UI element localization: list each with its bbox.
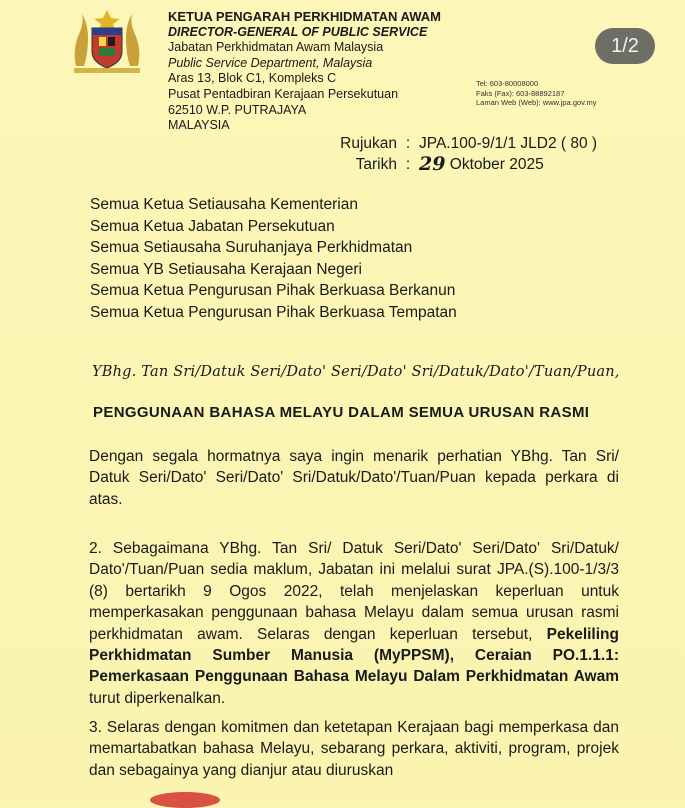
contact-block [476, 79, 596, 108]
paragraph-2-text: 2. Sebagaimana YBhg. Tan Sri/ Datuk Seri/Dato' Seri/Dato' Sri/Datuk/ Dato'/Tuan/Puan sedia maklum, Jabatan ini melalui surat JPA.(S).100-1/3/3 (8) bertarikh 9 Ogos 2022, telah menjelaskan keperluan untuk memperkasakan penggunaan bahasa Melayu dalam semua urusan rasmi perkhidmatan awam. Selaras dengan keperluan tersebut, [89, 540, 619, 643]
reference-block [335, 133, 597, 175]
paragraph-2-tail: turut diperkenalkan. [89, 689, 226, 707]
department-name: Jabatan Perkhidmatan Awam Malaysia [168, 40, 384, 55]
date-label: Tarikh [355, 156, 397, 173]
recipient-item: Semua Ketua Pengurusan Pihak Berkuasa Tempatan [90, 303, 457, 321]
recipient-item: Semua Setiausaha Suruhanjaya Perkhidmatan [90, 239, 413, 257]
date-day-handwritten: 29 [419, 153, 446, 175]
letterhead-title: KETUA PENGARAH PERKHIDMATAN AWAM [168, 9, 441, 24]
recipient-item: Semua Ketua Jabatan Persekutuan [90, 217, 335, 235]
letter-subject: PENGGUNAAN BAHASA MELAYU DALAM SEMUA URUSAN RASMI [93, 404, 590, 421]
paragraph-2 [89, 538, 619, 709]
recipient-item: Semua Ketua Pengurusan Pihak Berkuasa Berkanun [90, 282, 456, 300]
recipient-list [90, 194, 457, 324]
salutation: YBhg. Tan Sri/Datuk Seri/Dato' Seri/Dato' Sri/Datuk/Dato'/Tuan/Puan, [92, 364, 620, 380]
contact-web: Laman Web (Web): www.jpa.gov.my [476, 98, 597, 107]
date-rest: Oktober 2025 [449, 156, 544, 173]
address-line-2: Pusat Pentadbiran Kerajaan Persekutuan [168, 86, 399, 101]
address-line-3: 62510 W.P. PUTRAJAYA [168, 102, 307, 117]
coat-of-arms-icon [66, 8, 148, 76]
reference-label: Rujukan [340, 135, 397, 152]
address-line-4: MALAYSIA [168, 118, 230, 133]
red-stamp-edge [150, 792, 220, 808]
date-colon: : [405, 156, 411, 173]
date-month-year [445, 154, 543, 175]
letterhead-title-en: DIRECTOR-GENERAL OF PUBLIC SERVICE [168, 24, 428, 39]
contact-fax: Faks (Fax): 603-88892187 [476, 88, 565, 98]
paragraph-3: 3. Selaras dengan komitmen dan ketetapan Kerajaan bagi memperkasa dan memartabatkan bahasa Melayu, sebarang perkara, aktiviti, program, projek dan sebagainya yang dianjur atau diuruskan [89, 719, 619, 779]
department-name-en: Public Service Department, Malaysia [168, 55, 373, 70]
paragraph-2-bold: Pekeliling Perkhidmatan Sumber Manusia (MyPPSM), Ceraian PO.1.1.1: Pemerkasaan Penggunaan Bahasa Melayu Dalam Perkhidmatan Awam [89, 625, 619, 686]
paragraph-1: Dengan segala hormatnya saya ingin menarik perhatian YBhg. Tan Sri/ Datuk Seri/Dato' Seri/Dato' Sri/Datuk/Dato'/Tuan/Puan kepada perkara di atas. [89, 448, 619, 508]
address-line-1: Aras 13, Blok C1, Kompleks C [168, 71, 337, 86]
page-counter[interactable]: 1/2 [595, 28, 655, 64]
contact-tel: Tel: 603-80008000 [476, 79, 539, 88]
letterhead [168, 9, 441, 134]
recipient-item: Semua YB Setiausaha Kerajaan Negeri [90, 260, 362, 278]
reference-colon: : [405, 135, 411, 152]
reference-value: JPA.100-9/1/1 JLD2 ( 80 ) [419, 135, 598, 152]
recipient-item: Semua Ketua Setiausaha Kementerian [90, 196, 358, 213]
